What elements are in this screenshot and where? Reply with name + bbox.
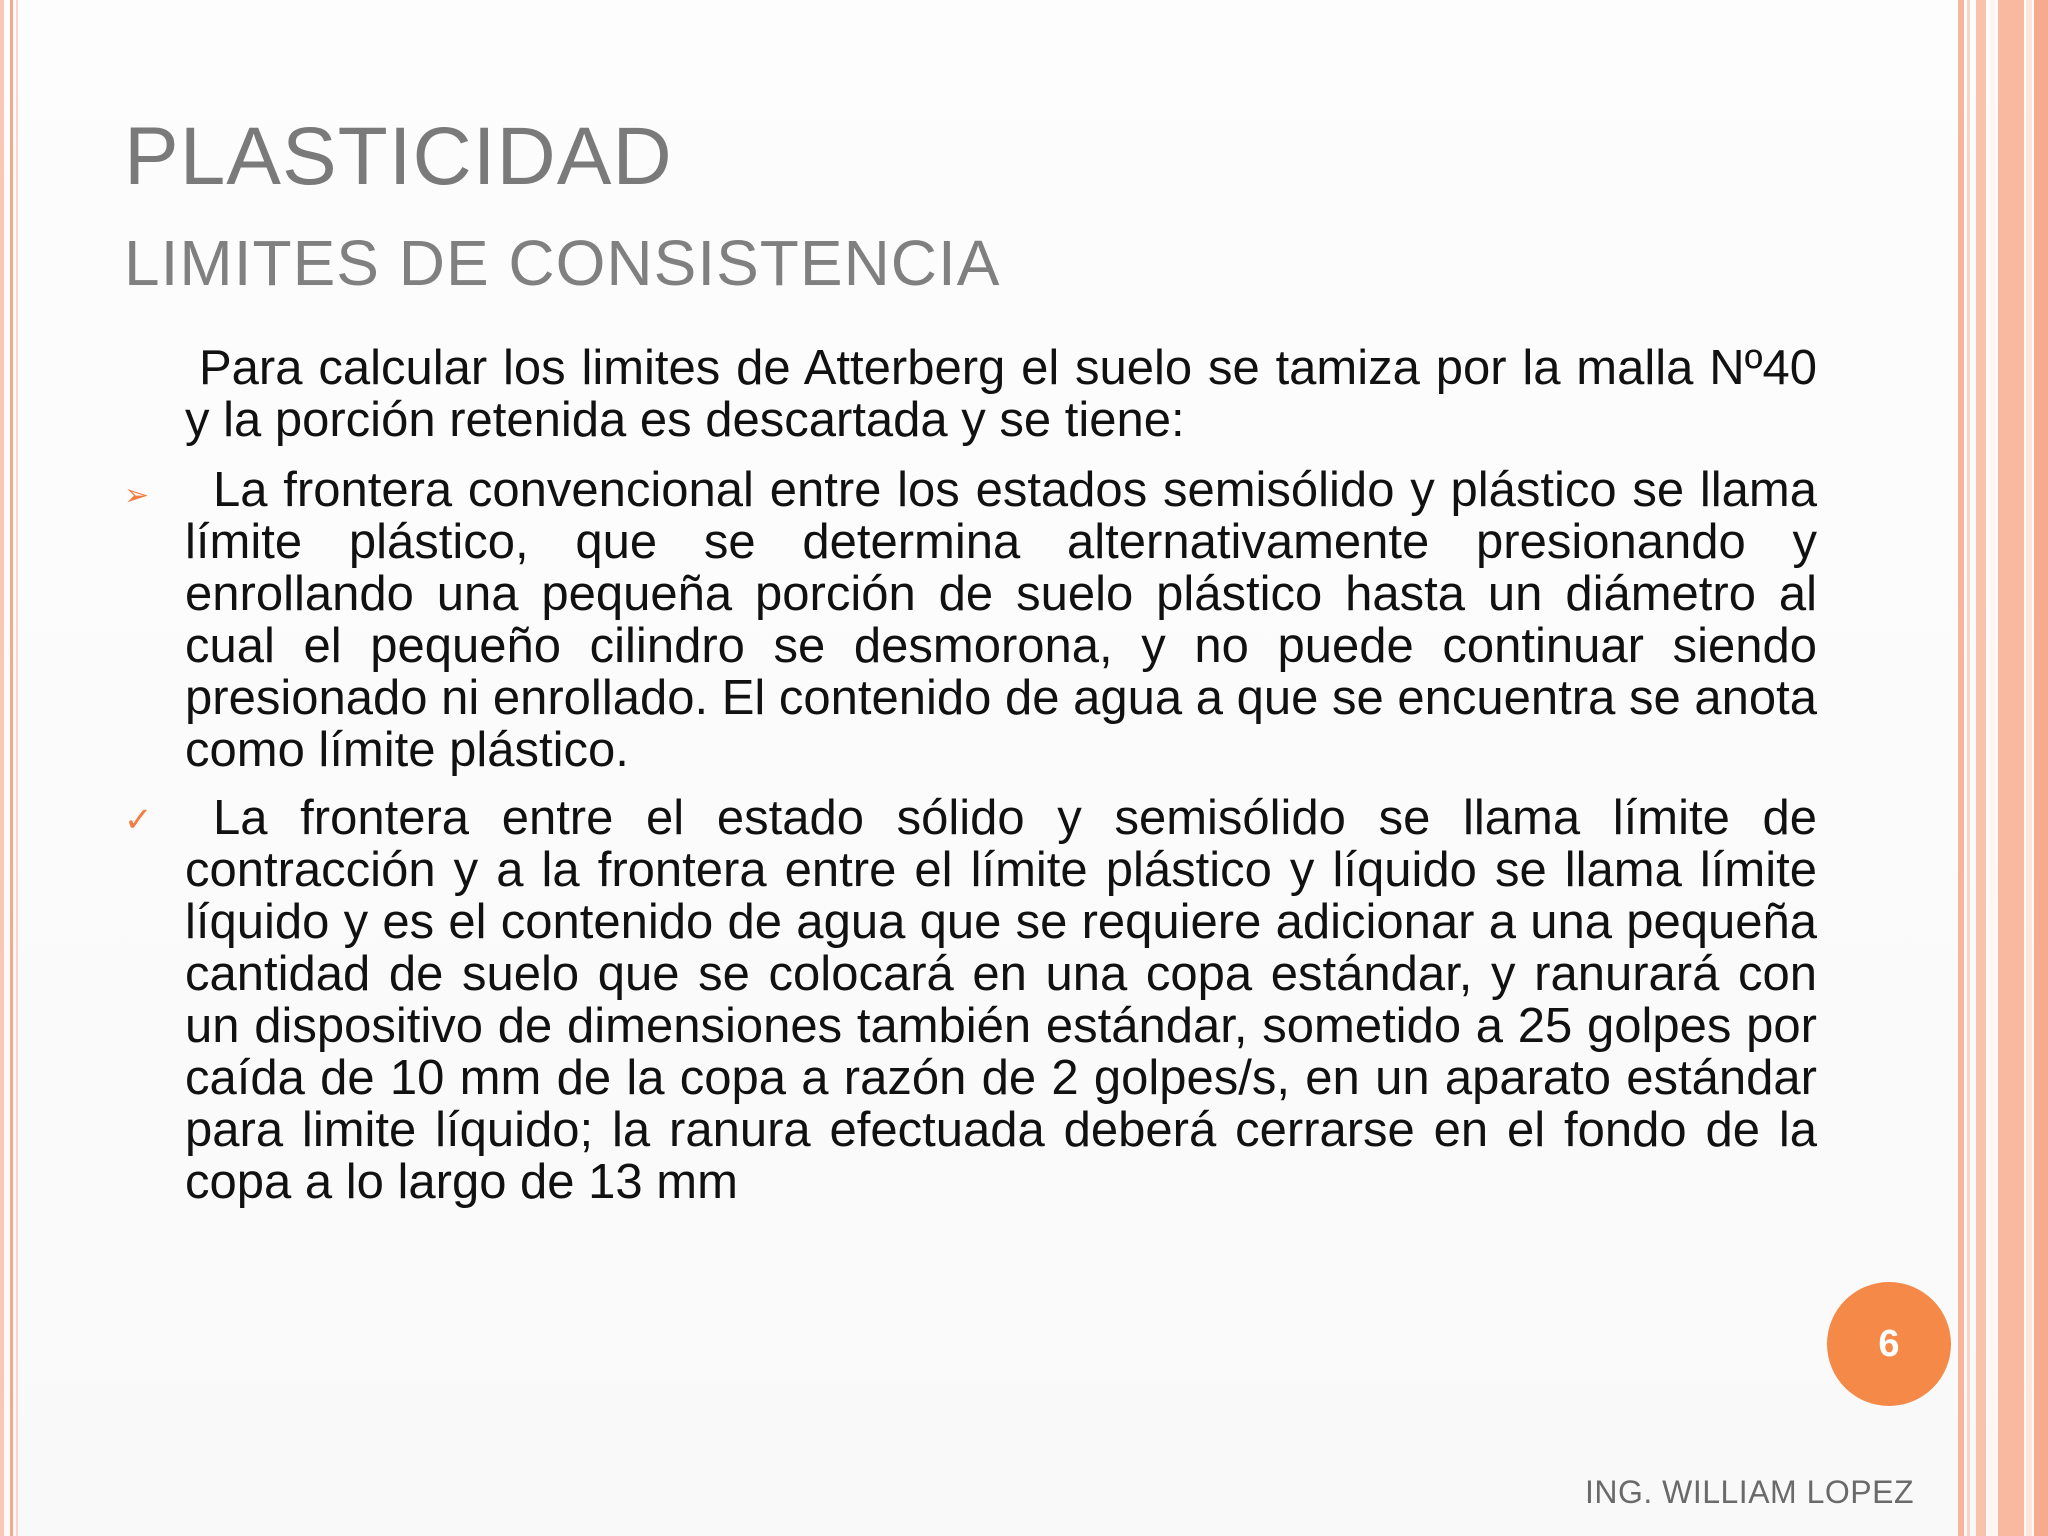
right-border-stripe xyxy=(1998,0,2024,1536)
right-border-stripe xyxy=(2034,0,2048,1536)
slide-title: PLASTICIDAD xyxy=(124,111,673,202)
checkmark-bullet-icon: ✓ xyxy=(124,801,153,839)
footer-author: ING. WILLIAM LOPEZ xyxy=(1584,1474,1914,1510)
right-border-stripe xyxy=(1976,0,1986,1536)
bullet-item-liquid-limit: La frontera entre el estado sólido y semisólido se llama límite de contracción y a la frontera entre el límite plástico y líquido se llama límite líquido y es el contenido de agua que se requiere adicionar a una pequeña cantidad de suelo que se colocará en una copa estándar, y ranurará con un dispositivo de dimensiones también estándar, sometido a 25 golpes por caída de 10 mm de la copa a razón de 2 golpes/s, en un aparato estándar para limite líquido; la ranura efectuada deberá cerrarse en el fondo de la copa a lo largo de 13 mm xyxy=(185,791,1817,1209)
page-number: 6 xyxy=(1878,1322,1900,1365)
left-border-line xyxy=(16,0,18,1536)
left-border-line xyxy=(10,0,13,1536)
bullet-item-plastic-limit: La frontera convencional entre los estados semisólido y plástico se llama límite plástico, que se determina alternativamente presionando y enrollando una pequeña porción de suelo plástico hasta un diámetro al cual el pequeño cilindro se desmorona, y no puede continuar siendo presionado ni enrollado. El contenido de agua a que se encuentra se anota como límite plástico. xyxy=(185,463,1817,777)
left-border-line xyxy=(0,0,4,1536)
slide-subtitle: LIMITES DE CONSISTENCIA xyxy=(124,227,1001,299)
right-border-stripe xyxy=(2026,0,2032,1536)
intro-paragraph: Para calcular los limites de Atterberg el suelo se tamiza por la malla Nº40 y la porción retenida es descartada y se tiene: xyxy=(185,341,1817,447)
right-border-stripe xyxy=(1958,0,1964,1536)
right-border-stripe xyxy=(1967,0,1970,1536)
page-number-badge xyxy=(1827,1282,1951,1406)
right-border-stripe xyxy=(1990,0,1995,1536)
arrowhead-bullet-icon: ➢ xyxy=(124,479,150,512)
